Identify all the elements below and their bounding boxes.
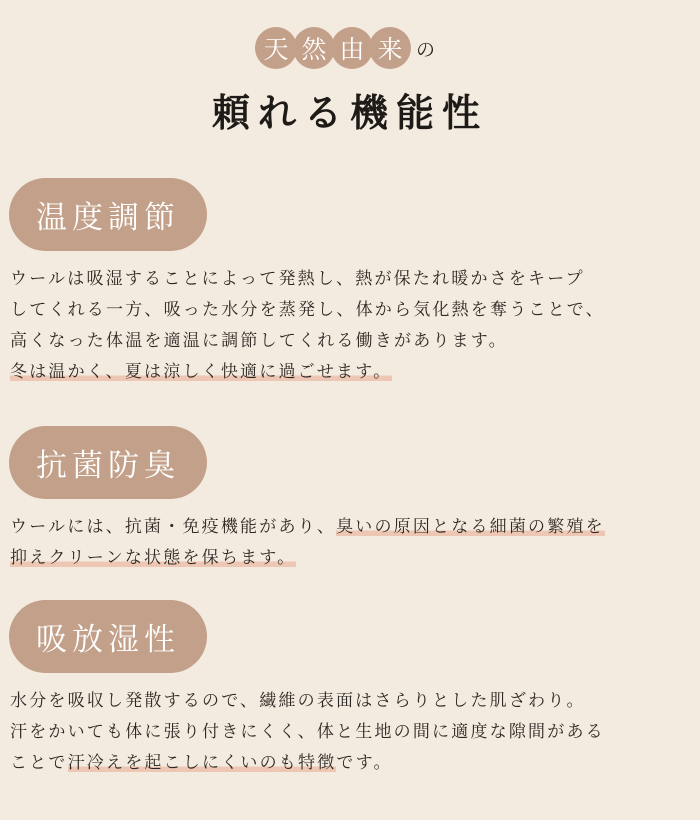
text-line [10, 357, 695, 388]
circle-char: 天 [255, 27, 297, 69]
highlighted-text: 抑えクリーンな状態を保ちます。 [10, 548, 297, 568]
body-text: してくれる一方、吸った水分を蒸発し、体から気化熱を奪うことで、 [10, 300, 605, 320]
body-text: です。 [336, 753, 393, 773]
highlighted-text: 冬は温かく、夏は涼しく快適に過ごせます。 [10, 362, 393, 382]
section-body-temperature [10, 264, 695, 388]
highlighted-text: 汗冷えを起こしにくいのも特徴 [67, 753, 337, 773]
body-text: ウールは吸湿することによって発熱し、熱が保たれ暖かさをキープ [10, 269, 585, 289]
highlighted-text: 臭いの原因となる細菌の繁殖を [336, 517, 605, 537]
text-line [10, 717, 695, 748]
circle-char: 由 [331, 27, 373, 69]
text-line [10, 326, 695, 357]
body-text: 高くなった体温を適温に調節してくれる働きがあります。 [10, 331, 508, 351]
header [0, 0, 700, 150]
section-body-antibacterial [10, 512, 695, 574]
text-line [10, 686, 695, 717]
text-line [10, 748, 695, 779]
subtitle-row [255, 27, 435, 69]
circle-char: 然 [293, 27, 335, 69]
text-line [10, 295, 695, 326]
subtitle-particle: の [416, 38, 436, 61]
section-label-antibacterial: 抗菌防臭 [9, 426, 207, 499]
text-line [10, 512, 695, 543]
section-label-temperature: 温度調節 [9, 178, 207, 251]
section-body-moisture [10, 686, 695, 779]
circle-char: 来 [369, 27, 411, 69]
body-text: ウールには、抗菌・免疫機能があり、 [10, 517, 337, 537]
text-line [10, 543, 695, 574]
body-text: 汗をかいても体に張り付きにくく、体と生地の間に適度な隙間がある [10, 722, 605, 742]
section-label-moisture: 吸放湿性 [9, 600, 207, 673]
body-text: 水分を吸収し発散するので、繊維の表面はさらりとした肌ざわり。 [10, 691, 586, 711]
page-title: 頼れる機能性 [211, 91, 488, 135]
text-line [10, 264, 695, 295]
body-text: ことで [10, 753, 68, 773]
